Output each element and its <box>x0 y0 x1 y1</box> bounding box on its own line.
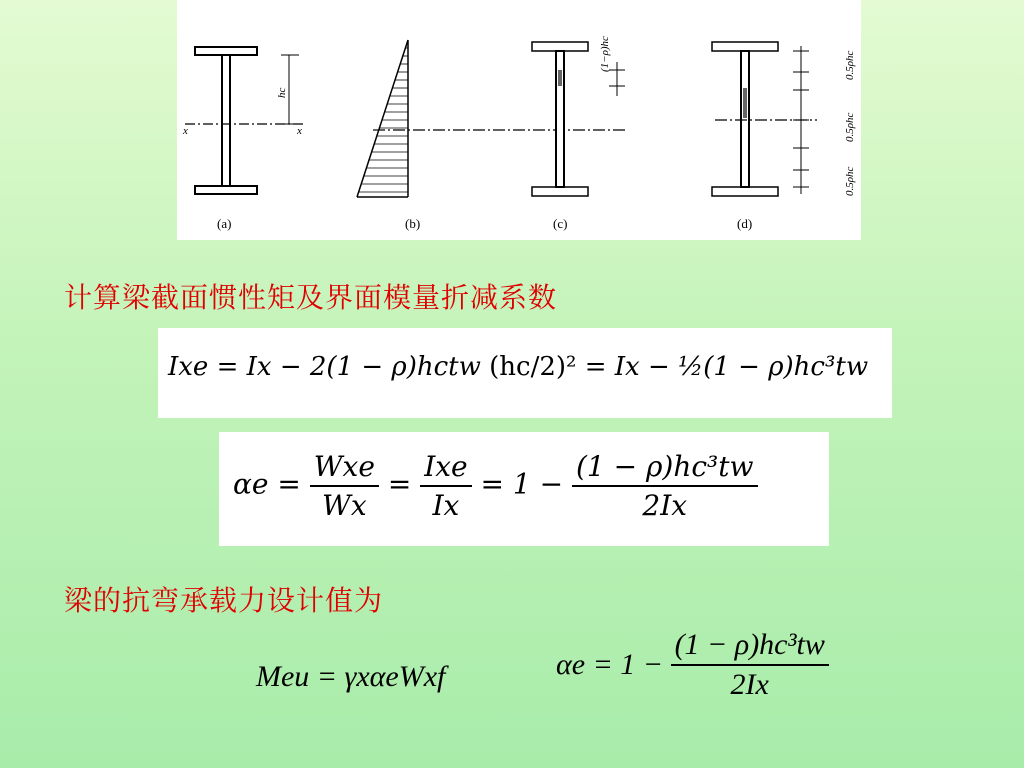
fraction-wxe-wx <box>310 450 379 522</box>
ixe-lhs: Ixe <box>168 352 209 382</box>
dimension-one-minus-rho-hc: (1−ρ)hc <box>599 36 611 72</box>
section-c-ibeam <box>532 42 625 196</box>
heading-section-modulus-reduction: 计算梁截面惯性矩及界面模量折减系数 <box>64 281 558 314</box>
caption-a: (a) <box>217 216 232 231</box>
fraction-reduction <box>572 450 758 522</box>
fraction-numerator: Ixe <box>424 450 468 483</box>
alpha-e-lhs: αe = 1 − <box>556 648 664 681</box>
equation-meu <box>256 660 445 694</box>
dimension-half-rho-hc-mid: 0.5ρhc <box>844 112 856 142</box>
fraction-numerator: Wxe <box>313 450 375 483</box>
dimension-half-rho-hc-top: 0.5ρhc <box>844 50 856 80</box>
dimension-half-rho-hc-bottom: 0.5ρhc <box>844 166 856 196</box>
equation-alpha <box>233 450 758 522</box>
equation-ixe-panel <box>158 328 892 418</box>
fraction-ixe-ix <box>420 450 471 522</box>
fraction-numerator: (1 − ρ)hc³tw <box>575 450 754 483</box>
cross-section-diagram <box>177 0 861 240</box>
caption-c: (c) <box>553 216 568 231</box>
ixe-part-a: = Ix − 2(1 − ρ)hctw <box>216 352 481 382</box>
axis-label-x-left: x <box>183 125 188 137</box>
equation-alpha-e <box>556 628 829 702</box>
fraction-denominator: 2Ix <box>572 485 758 522</box>
fraction-denominator: Wx <box>310 485 379 522</box>
equals-one-minus: = 1 − <box>480 467 572 501</box>
axis-label-x-right: x <box>297 125 302 137</box>
equation-alpha-panel <box>219 432 829 546</box>
equation-ixe <box>168 352 868 382</box>
ixe-part-b: = Ix − ½(1 − ρ)hc³tw <box>584 352 869 382</box>
fraction-denominator: Ix <box>420 485 471 522</box>
dimension-hc: hc <box>276 87 288 98</box>
meu-formula: Meu = γxαeWxf <box>256 660 446 693</box>
caption-d: (d) <box>737 216 753 231</box>
section-a-ibeam <box>185 47 305 194</box>
cross-section-figure <box>177 0 861 240</box>
fraction-alpha-e <box>671 628 829 702</box>
fraction-numerator: (1 − ρ)hc³tw <box>674 628 825 661</box>
alpha-lhs: αe <box>233 467 269 501</box>
section-d-ibeam <box>712 42 817 196</box>
ixe-hc-over-2-term: (hc/2)² <box>489 352 577 382</box>
equals-sign-2: = <box>387 467 421 501</box>
caption-b: (b) <box>405 216 421 231</box>
fraction-denominator: 2Ix <box>671 664 829 702</box>
equals-sign-1: = <box>277 467 310 501</box>
heading-bending-capacity: 梁的抗弯承载力设计值为 <box>64 584 384 617</box>
section-b-stress-diagram <box>357 40 625 197</box>
